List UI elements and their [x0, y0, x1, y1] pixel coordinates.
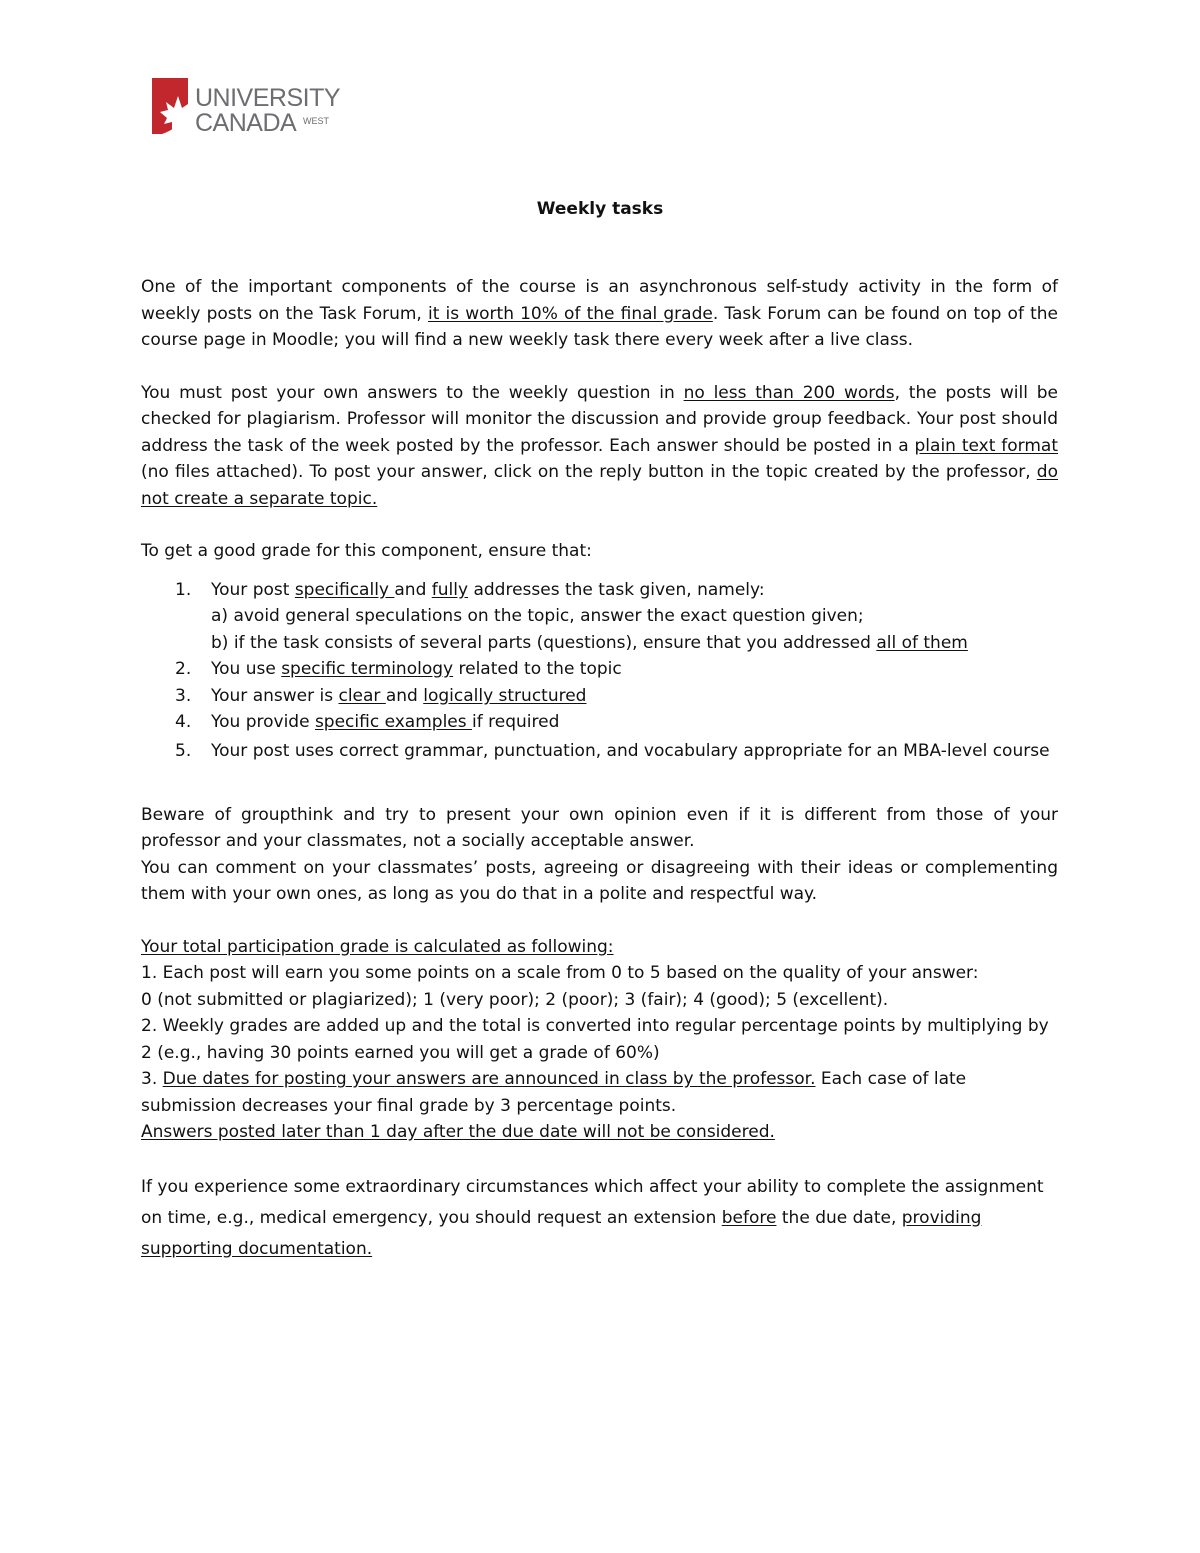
groupthink-paragraph: Beware of groupthink and try to present your own opinion even if it is different from those of your professor and your classmates, not a socially acceptable answer.	[141, 804, 1058, 851]
criteria-list	[141, 577, 1058, 767]
late-policy-note: Answers posted later than 1 day after the due date will not be considered.	[141, 1122, 775, 1142]
university-canada-west-logo	[150, 76, 350, 136]
grading-line: 3. Due dates for posting your answers are announced in class by the professor. Each case of late submission decreases your final grade by 3 percentage points.	[141, 1069, 967, 1116]
logo-line-1: UNIVERSITY	[195, 84, 341, 112]
grading-section	[141, 934, 1058, 1146]
logo-suffix: WEST	[303, 116, 329, 126]
document-body	[141, 274, 1058, 1265]
criteria-item: 3. Your answer is clear and logically structured	[175, 685, 587, 706]
criteria-item: 5. Your post uses correct grammar, punctuation, and vocabulary appropriate for an MBA-level course	[175, 740, 1050, 761]
intro-paragraph: One of the important components of the course is an asynchronous self-study activity in the form of weekly posts on the Task Forum, it is worth 10% of the final grade. Task Forum can be found on top of the course page in Moodle; you will find a new weekly task there every week after a live class.	[141, 277, 1058, 350]
extension-paragraph: If you experience some extraordinary circumstances which affect your ability to complete the assignment on time, e.g., medical emergency, you should request an extension before the due date, providing supporting documentation.	[141, 1176, 1044, 1259]
logo-line-2: CANADA	[195, 109, 297, 136]
grading-heading: Your total participation grade is calculated as following:	[141, 936, 614, 957]
grading-line: 0 (not submitted or plagiarized); 1 (very poor); 2 (poor); 3 (fair); 4 (good); 5 (excellent).	[141, 989, 889, 1010]
criteria-subitem: b) if the task consists of several parts (questions), ensure that you addressed all of them	[211, 632, 968, 653]
posting-rules-paragraph: You must post your own answers to the weekly question in no less than 200 words, the posts will be checked for plagiarism. Professor will monitor the discussion and provide group feedback. Your post should address the task of the week posted by the professor. Each answer should be posted in a plain text format (no files attached). To post your answer, click on the reply button in the topic created by the professor, do not create a separate topic.	[141, 382, 1058, 509]
criteria-intro: To get a good grade for this component, ensure that:	[141, 541, 592, 561]
criteria-item: 1. Your post specifically and fully addresses the task given, namely: a) avoid general speculations on the topic, answer the exact question given; b) if the task consists of several parts (questions), ensure that you addressed all of them	[141, 577, 1058, 657]
criteria-item: 2. You use specific terminology related to the topic	[175, 659, 622, 679]
criteria-subitem: a) avoid general speculations on the topic, answer the exact question given;	[211, 606, 864, 626]
criteria-item: 4. You provide specific examples if required	[175, 712, 560, 732]
page-title: Weekly tasks	[536, 199, 664, 219]
grade-weight-note: it is worth 10% of the final grade	[427, 303, 713, 324]
commenting-paragraph: You can comment on your classmates’ posts, agreeing or disagreeing with their ideas or complementing them with your own ones, as long as you do that in a polite and respectful way.	[141, 857, 1058, 904]
grading-line: 1. Each post will earn you some points on a scale from 0 to 5 based on the quality of your answer:	[141, 963, 979, 983]
grading-line: 2. Weekly grades are added up and the total is converted into regular percentage points by multiplying by 2 (e.g., having 30 points earned you will get a grade of 60%)	[141, 1016, 1049, 1063]
